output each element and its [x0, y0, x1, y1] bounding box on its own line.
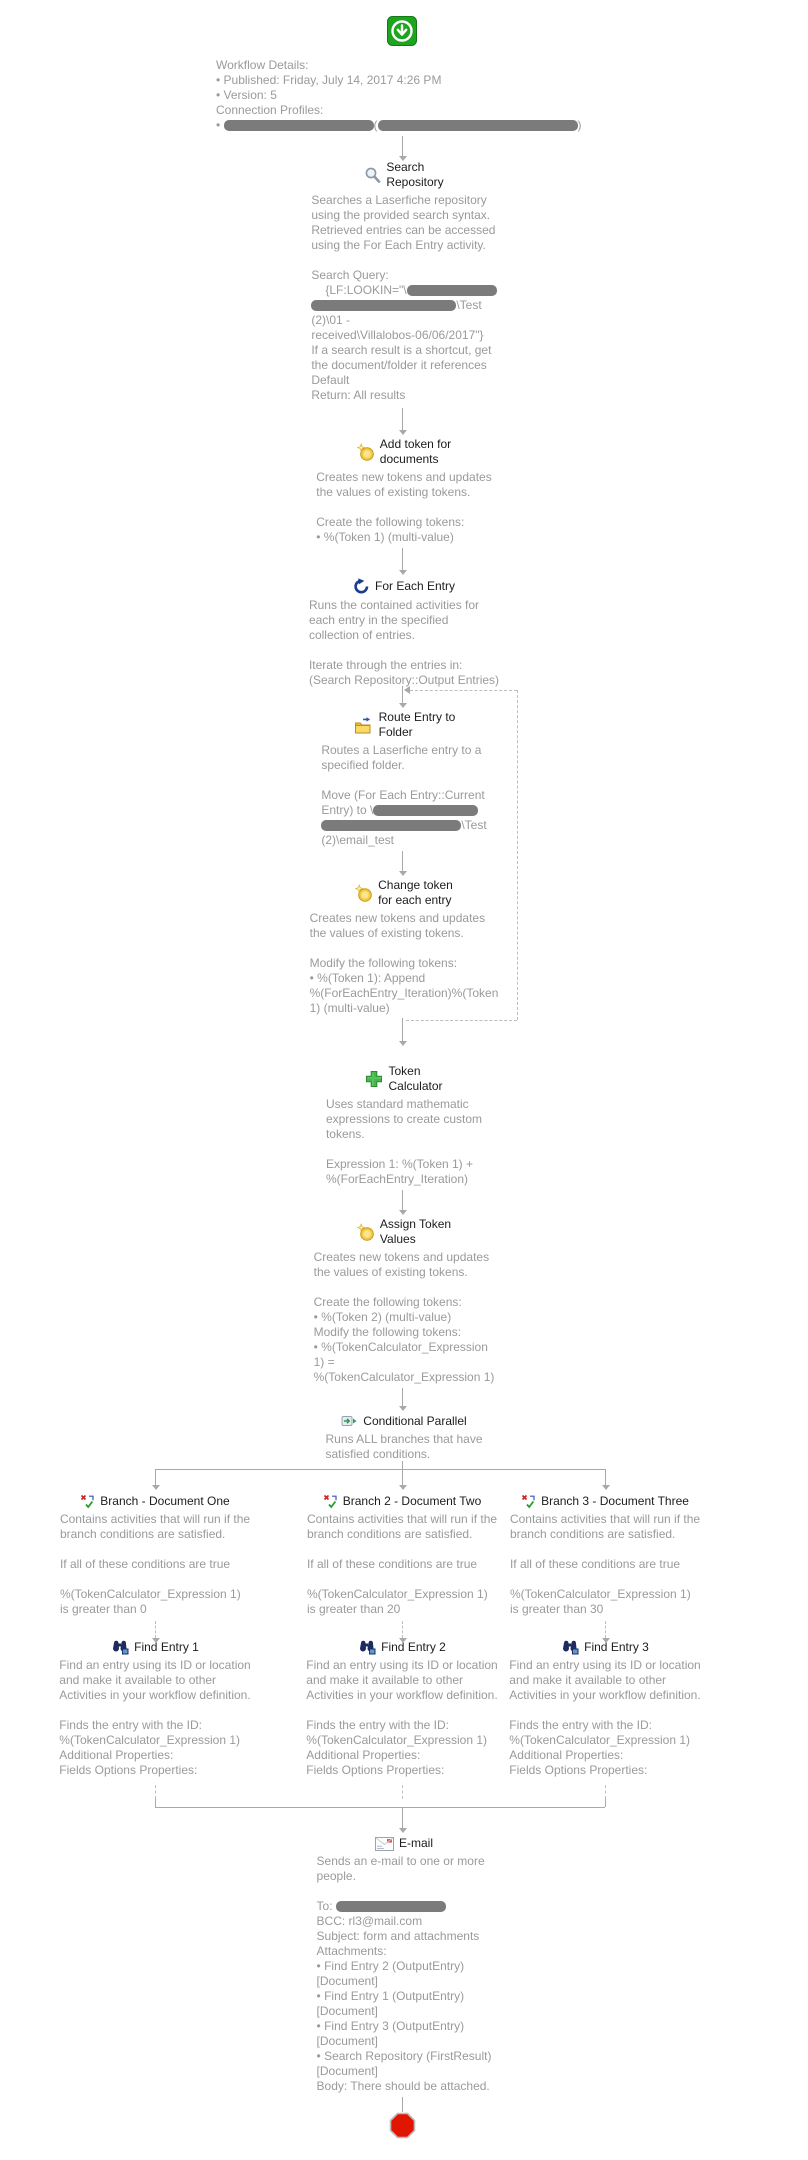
connector-arrow: [155, 1469, 156, 1485]
desc-line: • Find Entry 1 (OutputEntry): [316, 1989, 465, 2003]
plus-icon: [365, 1070, 383, 1088]
desc-line: Creates new tokens and updates: [316, 470, 492, 484]
blank-line: [510, 1542, 700, 1557]
desc-line: [311, 283, 496, 298]
activity-description: [316, 470, 491, 545]
desc-line: Expression 1: %(Token 1) +: [325, 1157, 474, 1171]
activity-title: Route Entry to: [378, 710, 456, 724]
end-node[interactable]: [389, 2112, 416, 2142]
route-entry-node[interactable]: [0, 710, 808, 740]
desc-line: Search Query:: [311, 268, 389, 282]
find-entry-description: [509, 1658, 700, 1778]
desc-line: • %(TokenCalculator_Expression: [313, 1340, 488, 1354]
desc-line: 1) (multi-value): [309, 1001, 390, 1015]
desc-line: Iterate through the entries in:: [308, 658, 463, 672]
branch-title: Branch 2 - Document Two: [342, 1494, 482, 1508]
redaction-bar: [311, 300, 456, 311]
blank-line: [317, 1884, 492, 1899]
conditional-parallel-node[interactable]: [0, 1413, 808, 1429]
desc-line: %(TokenCalculator_Expression 1): [59, 1587, 241, 1601]
loop-icon: [353, 578, 370, 595]
activity-add-token: [0, 437, 808, 545]
desc-line: the document/folder it references: [311, 358, 487, 372]
desc-line: Runs ALL branches that have: [325, 1432, 483, 1446]
magnifier-icon: [364, 166, 381, 184]
desc-line: Default: [311, 373, 350, 387]
activity-description: [326, 1432, 483, 1462]
start-icon: [387, 16, 417, 46]
blank-line: [316, 500, 491, 515]
desc-line: • %(Token 1) (multi-value): [316, 530, 454, 544]
details-title: Workflow Details:: [216, 58, 309, 72]
desc-line: Sends an e-mail to one or more: [316, 1854, 485, 1868]
connection-profile-line: [216, 118, 582, 133]
blank-line: [309, 643, 499, 658]
desc-line: Finds the entry with the ID:: [59, 1718, 203, 1732]
desc-line: (2)\email_test: [321, 833, 395, 847]
desc-line: Fields Options Properties:: [306, 1763, 445, 1777]
desc-line: Activities in your workflow definition.: [306, 1688, 498, 1702]
end-connector-line: [402, 2097, 403, 2112]
desc-line: %(TokenCalculator_Expression 1): [59, 1733, 241, 1747]
profile-open-paren: (: [373, 118, 378, 132]
query-prefix: {LF:LOOKIN="\: [325, 283, 407, 297]
blank-line: [310, 941, 499, 956]
desc-line: Find an entry using its ID or location: [59, 1658, 251, 1672]
desc-line: Subject: form and attachments: [316, 1929, 480, 1943]
branch-icon: [323, 1494, 338, 1509]
activity-title: Calculator: [388, 1079, 443, 1093]
desc-line: and make it available to other: [59, 1673, 217, 1687]
merge-stub-dashed: [402, 1785, 403, 1799]
desc-line: If all of these conditions are true: [59, 1557, 231, 1571]
connector-arrow: [402, 1621, 403, 1638]
redaction-bar: [224, 120, 374, 131]
activity-title: For Each Entry: [374, 579, 456, 593]
desc-line: %(ForEachEntry_Iteration)%(Token: [309, 986, 499, 1000]
connector-arrow: [402, 1018, 403, 1041]
branch-three-column: [490, 1494, 720, 1778]
desc-line: the values of existing tokens.: [309, 926, 464, 940]
activity-title: E-mail: [398, 1836, 433, 1850]
branch-one-column: [40, 1494, 270, 1778]
desc-line: using the For Each Entry activity.: [311, 238, 486, 252]
connector-arrow: [402, 1388, 403, 1406]
activity-description: [314, 1250, 495, 1385]
desc-line: Runs the contained activities for: [308, 598, 480, 612]
activity-for-each-entry: [0, 578, 808, 688]
blank-line: [510, 1572, 700, 1587]
desc-line: Fields Options Properties:: [59, 1763, 198, 1777]
activity-change-token: [0, 878, 808, 1016]
binoculars-icon: [561, 1639, 579, 1655]
activity-title: Repository: [386, 175, 444, 189]
blank-line: [60, 1542, 250, 1557]
desc-line: [Document]: [316, 2064, 378, 2078]
activity-description: [326, 1097, 482, 1187]
blank-line: [307, 1542, 497, 1557]
details-connection-label: Connection Profiles:: [216, 103, 324, 117]
desc-line: Additional Properties:: [509, 1748, 624, 1762]
loopback-line-bottom: [406, 1020, 517, 1021]
to-label: To:: [316, 1899, 333, 1913]
token-calculator-node[interactable]: [0, 1064, 808, 1094]
desc-line: %(TokenCalculator_Expression 1): [509, 1733, 691, 1747]
desc-line: Finds the entry with the ID:: [306, 1718, 450, 1732]
connector-arrow: [402, 1190, 403, 1210]
activity-title: Values: [379, 1232, 416, 1246]
activity-description: [309, 598, 499, 688]
desc-line: Find an entry using its ID or location: [509, 1658, 701, 1672]
for-each-entry-node[interactable]: [0, 578, 808, 595]
blank-line: [60, 1572, 250, 1587]
desc-line: the values of existing tokens.: [313, 1265, 468, 1279]
activity-token-calculator: [0, 1064, 808, 1187]
folder-route-icon: [353, 715, 374, 736]
email-node[interactable]: [0, 1836, 808, 1851]
desc-line: Return: All results: [311, 388, 406, 402]
details-version: • Version: 5: [216, 88, 277, 102]
branch-two-column: [287, 1494, 517, 1778]
conditional-parallel-icon: [341, 1413, 358, 1429]
activity-title: Add token for: [379, 437, 452, 451]
redaction-bar: [373, 805, 478, 816]
desc-line: Body: There should be attached.: [316, 2079, 490, 2093]
connector-arrow: [402, 686, 403, 703]
desc-line: Finds the entry with the ID:: [509, 1718, 653, 1732]
desc-line: %(TokenCalculator_Expression 1): [306, 1733, 488, 1747]
move-suffix: \Test: [461, 818, 487, 832]
desc-line: [311, 298, 496, 313]
activity-title: Change token: [378, 878, 453, 892]
desc-line: collection of entries.: [308, 628, 416, 642]
desc-line: people.: [316, 1869, 356, 1883]
activity-description: [321, 743, 486, 848]
desc-line: %(ForEachEntry_Iteration): [325, 1172, 469, 1186]
desc-line: satisfied conditions.: [325, 1447, 431, 1461]
desc-line: Uses standard mathematic: [325, 1097, 469, 1111]
desc-line: Contains activities that will run if the: [509, 1512, 701, 1526]
connector-arrow: [402, 408, 403, 430]
connector-arrow: [402, 136, 403, 156]
desc-line: branch conditions are satisfied.: [59, 1527, 226, 1541]
activity-description: [310, 911, 499, 1016]
desc-line: Activities in your workflow definition.: [509, 1688, 701, 1702]
desc-line: %(TokenCalculator_Expression 1): [313, 1370, 495, 1384]
desc-line: If all of these conditions are true: [509, 1557, 681, 1571]
activity-description: [311, 193, 496, 403]
desc-line: Modify the following tokens:: [309, 956, 458, 970]
desc-line: Activities in your workflow definition.: [59, 1688, 251, 1702]
activity-conditional-parallel: [0, 1413, 808, 1462]
desc-line: [Document]: [316, 1974, 378, 1988]
activity-email: [0, 1836, 808, 2094]
blank-line: [311, 253, 496, 268]
activity-title: Folder: [378, 725, 413, 739]
connector-arrow: [402, 851, 403, 871]
desc-line: BCC: rl3@mail.com: [316, 1914, 423, 1928]
activity-title: documents: [379, 452, 439, 466]
blank-line: [59, 1703, 250, 1718]
desc-line: (Search Repository::Output Entries): [308, 673, 500, 687]
change-token-node[interactable]: [0, 878, 808, 908]
blank-line: [509, 1703, 700, 1718]
blank-line: [326, 1142, 482, 1157]
merge-stub: [155, 1799, 156, 1807]
activity-description: [317, 1854, 492, 2094]
branch-icon: [80, 1494, 95, 1509]
query-suffix: \Test: [456, 298, 482, 312]
desc-line: Create the following tokens:: [316, 515, 465, 529]
start-node[interactable]: [387, 16, 417, 49]
desc-line: Move (For Each Entry::Current: [321, 788, 485, 802]
desc-line: [321, 818, 486, 833]
find-entry-title: Find Entry 3: [584, 1639, 649, 1654]
find-entry-description: [59, 1658, 250, 1778]
desc-line: specified folder.: [321, 758, 405, 772]
desc-line: Additional Properties:: [59, 1748, 174, 1762]
connector-arrow: [402, 1469, 403, 1485]
blank-line: [307, 1572, 497, 1587]
token-icon: [357, 443, 375, 461]
desc-line: (2)\01 -: [311, 313, 351, 327]
desc-line: • %(Token 1): Append: [309, 971, 426, 985]
connector-arrow: [402, 548, 403, 570]
move-prefix: Entry) to \: [321, 803, 374, 817]
find-entry-description: [306, 1658, 497, 1778]
desc-line: [321, 803, 486, 818]
activity-title: Search: [386, 160, 425, 174]
desc-line: Creates new tokens and updates: [309, 911, 486, 925]
connector-arrow: [155, 1621, 156, 1638]
desc-line: Retrieved entries can be accessed: [311, 223, 496, 237]
blank-line: [306, 1703, 497, 1718]
activity-title: Token: [388, 1064, 421, 1078]
branch-title: Branch 3 - Document Three: [541, 1494, 689, 1508]
details-published: • Published: Friday, July 14, 2017 4:26 PM: [216, 73, 442, 87]
token-icon: [355, 884, 373, 902]
desc-line: is greater than 20: [306, 1602, 401, 1616]
desc-line: • Search Repository (FirstResult): [316, 2049, 492, 2063]
desc-line: • %(Token 2) (multi-value): [313, 1310, 452, 1324]
activity-assign-token-values: [0, 1217, 808, 1385]
branch-title: Branch - Document One: [100, 1494, 230, 1508]
desc-line: received\Villalobos-06/06/2017"}: [311, 328, 484, 342]
desc-line: %(TokenCalculator_Expression 1): [509, 1587, 691, 1601]
desc-line: tokens.: [325, 1127, 365, 1141]
binoculars-icon: [358, 1639, 376, 1655]
search-repository-node[interactable]: [0, 160, 808, 190]
desc-line: Additional Properties:: [306, 1748, 421, 1762]
desc-line: Fields Options Properties:: [509, 1763, 648, 1777]
merge-stub-dashed: [155, 1785, 156, 1799]
branch-conditions: [60, 1512, 250, 1617]
desc-line: Attachments:: [316, 1944, 387, 1958]
connector-arrow: [605, 1621, 606, 1638]
redaction-bar: [407, 285, 497, 296]
activity-route-entry: [0, 710, 808, 848]
desc-line: • Find Entry 3 (OutputEntry): [316, 2019, 465, 2033]
desc-line: 1) =: [313, 1355, 335, 1369]
desc-line: branch conditions are satisfied.: [306, 1527, 473, 1541]
desc-line: [317, 1899, 492, 1914]
merge-stub-dashed: [605, 1785, 606, 1799]
activity-title: Conditional Parallel: [363, 1413, 467, 1428]
desc-line: Searches a Laserfiche repository: [311, 193, 487, 207]
desc-line: [Document]: [316, 2034, 378, 2048]
activity-title: Assign Token: [379, 1217, 452, 1231]
split-stub: [402, 1461, 403, 1469]
find-entry-title: Find Entry 2: [381, 1639, 446, 1654]
binoculars-icon: [111, 1639, 129, 1655]
desc-line: Routes a Laserfiche entry to a: [321, 743, 482, 757]
desc-line: If a search result is a shortcut, get: [311, 343, 492, 357]
desc-line: and make it available to other: [509, 1673, 667, 1687]
stop-icon: [389, 2112, 416, 2139]
connector-arrow: [605, 1469, 606, 1485]
branch-conditions: [307, 1512, 497, 1617]
redaction-bar: [321, 820, 461, 831]
add-token-node[interactable]: [0, 437, 808, 467]
assign-token-values-node[interactable]: [0, 1217, 808, 1247]
profile-bullet: •: [216, 118, 221, 132]
merge-line: [155, 1807, 605, 1808]
split-line: [155, 1469, 605, 1470]
desc-line: using the provided search syntax.: [311, 208, 491, 222]
loopback-line-top: [410, 690, 517, 691]
desc-line: Contains activities that will run if the: [59, 1512, 251, 1526]
desc-line: branch conditions are satisfied.: [509, 1527, 676, 1541]
branch-icon: [521, 1494, 536, 1509]
desc-line: If all of these conditions are true: [306, 1557, 478, 1571]
redaction-bar: [378, 120, 578, 131]
merge-stub: [605, 1799, 606, 1807]
desc-line: • Find Entry 2 (OutputEntry): [316, 1959, 465, 1973]
desc-line: and make it available to other: [306, 1673, 464, 1687]
desc-line: [Document]: [316, 2004, 378, 2018]
activity-title: for each entry: [378, 893, 452, 907]
desc-line: %(TokenCalculator_Expression 1): [306, 1587, 488, 1601]
desc-line: is greater than 0: [59, 1602, 147, 1616]
branch-two-node[interactable]: [287, 1494, 517, 1509]
desc-line: is greater than 30: [509, 1602, 604, 1616]
desc-line: Contains activities that will run if the: [306, 1512, 498, 1526]
blank-line: [314, 1280, 495, 1295]
desc-line: Creates new tokens and updates: [313, 1250, 490, 1264]
desc-line: Find an entry using its ID or location: [306, 1658, 498, 1672]
email-icon: [375, 1837, 394, 1851]
desc-line: the values of existing tokens.: [316, 485, 471, 499]
desc-line: each entry in the specified: [308, 613, 449, 627]
find-entry-title: Find Entry 1: [134, 1639, 199, 1654]
redaction-bar: [336, 1901, 446, 1912]
desc-line: expressions to create custom: [325, 1112, 483, 1126]
blank-line: [321, 773, 486, 788]
desc-line: Modify the following tokens:: [313, 1325, 462, 1339]
branch-three-node[interactable]: [490, 1494, 720, 1509]
profile-close-paren: ): [577, 118, 582, 132]
activity-search-repository: [0, 160, 808, 403]
branch-one-node[interactable]: [40, 1494, 270, 1509]
token-icon: [357, 1223, 375, 1241]
branch-conditions: [510, 1512, 700, 1617]
connector-arrow: [402, 1807, 403, 1828]
desc-line: Create the following tokens:: [313, 1295, 462, 1309]
workflow-details: [216, 58, 582, 133]
